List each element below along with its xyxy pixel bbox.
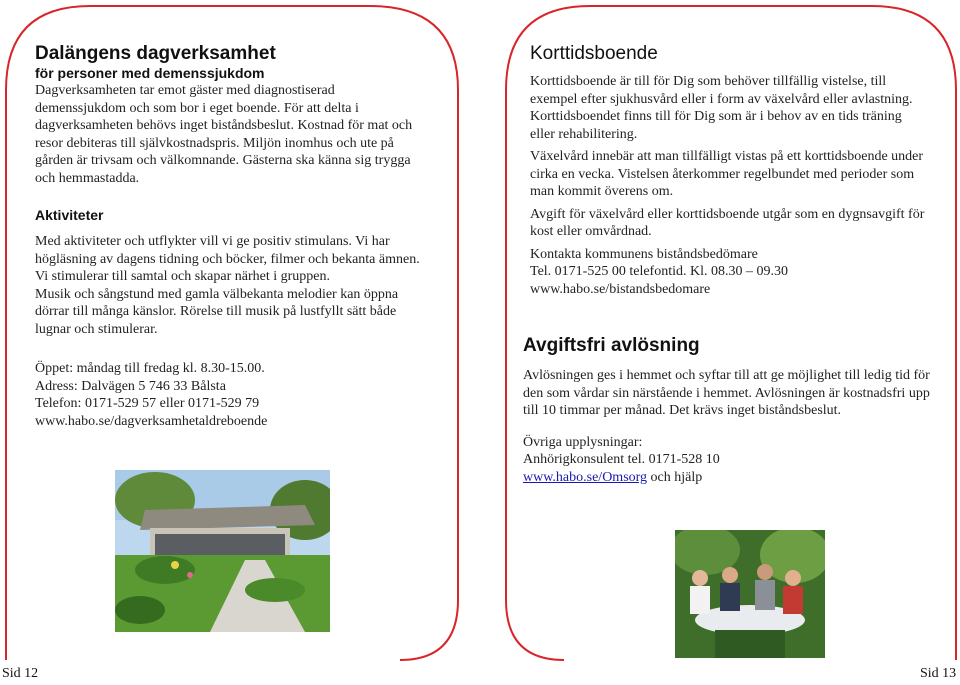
left-column bbox=[35, 43, 420, 430]
other-info-label: Övriga upplysningar: bbox=[523, 434, 643, 450]
group-photo bbox=[675, 530, 825, 658]
page-title-korttidsboende: Korttidsboende bbox=[530, 43, 658, 64]
activities-paragraph-1: Med aktiviteter och utflykter vill vi ge positiv stimulans. Vi har högläsning av dagens tidning och böcker, filmer och bekanta ämnen. Vi stimulerar till samtal och skapar närhet i gruppen. bbox=[35, 234, 420, 284]
open-hours: Öppet: måndag till fredag kl. 8.30-15.00. bbox=[35, 361, 265, 376]
korttids-paragraph-3: Avgift för växelvård eller korttidsboende utgår som en dygnsavgift för kost eller omvårdnad. bbox=[530, 206, 925, 239]
other-info-link-line bbox=[523, 469, 933, 487]
dagverksamhet-url: www.habo.se/dagverksamhetaldreboende bbox=[35, 413, 268, 429]
contact-url: www.habo.se/bistandsbedomare bbox=[530, 281, 711, 297]
page-title-dagverksamhet: Dalängens dagverksamhet bbox=[35, 43, 276, 64]
omsorg-link[interactable]: www.habo.se/Omsorg bbox=[523, 469, 648, 485]
right-column bbox=[530, 43, 925, 298]
omsorg-link-suffix: och hjälp bbox=[647, 469, 703, 485]
subtitle: för personer med demenssjukdom bbox=[35, 65, 265, 81]
activities-heading: Aktiviteter bbox=[35, 207, 104, 223]
page-number-right: Sid 13 bbox=[920, 666, 957, 681]
intro-paragraph: Dagverksamheten tar emot gäster med diagnostiserad demenssjukdom och som bor i eget boende. För att delta i dagverksamheten behövs inget biståndsbeslut. Kostnad för mat och resor debiteras till självkostnadspris. Miljön inomhus och ute på gården är trivsam och välkomnande. Gästerna ska känna sig trygga och hemmastadda. bbox=[35, 83, 413, 186]
contact-label: Kontakta kommunens biståndsbedömare bbox=[530, 246, 758, 262]
group-table-image bbox=[675, 530, 825, 658]
other-info-contact: Anhörigkonsulent tel. 0171-528 10 bbox=[523, 452, 720, 467]
korttids-paragraph-2: Växelvård innebär att man tillfälligt vistas på ett korttidsboende under cirka en vecka. Vistelsen återkommer regelbundet med perioder som man kommit överens om. bbox=[530, 149, 924, 199]
page-number-left: Sid 12 bbox=[2, 666, 39, 681]
korttids-paragraph-1: Korttidsboende är till för Dig som behöver tillfällig vistelse, till exempel efter sjukhusvård eller i form av växelvård eller avlastning. Korttidsboendet finns till för Dig som är i behov av en tids träning eller rehabilitering. bbox=[530, 74, 913, 142]
building-garden-image bbox=[115, 470, 330, 632]
relief-section bbox=[523, 335, 933, 486]
address: Adress: Dalvägen 5 746 33 Bålsta bbox=[35, 378, 226, 394]
activities-paragraph-2: Musik och sångstund med gamla välbekanta melodier kan öppna dörrar till många känslor. Rörelse till musik på lustfyllt sätt både lugnar och stimulerar. bbox=[35, 286, 399, 337]
relief-paragraph: Avlösningen ges i hemmet och syftar till att ge möjlighet till ledig tid för den som vårdar sin närstående i hemmet. Avlösningen är kostnadsfri upp till 10 timmar per månad. Det krävs inget biståndsbeslut. bbox=[523, 368, 930, 418]
building-photo bbox=[115, 470, 330, 632]
phone: Telefon: 0171-529 57 eller 0171-529 79 bbox=[35, 396, 260, 411]
contact-phone: Tel. 0171-525 00 telefontid. Kl. 08.30 – 09.30 bbox=[530, 264, 788, 279]
relief-title: Avgiftsfri avlösning bbox=[523, 335, 700, 356]
